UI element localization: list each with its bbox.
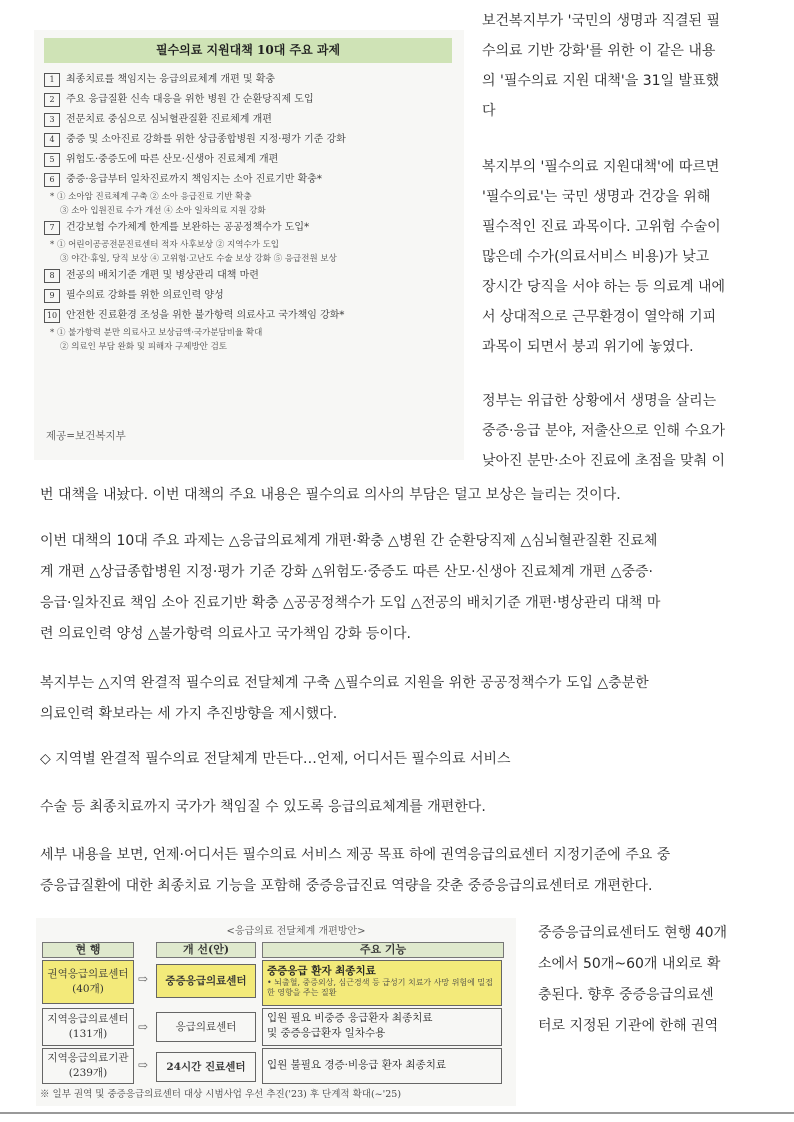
section-heading: ◇ 지역별 완결적 필수의료 전달체계 만든다…언제, 어디서든 필수의료 서비스 bbox=[40, 751, 511, 767]
paragraph-5: 복지부는 △지역 완결적 필수의료 전달체계 구축 △필수의료 지원을 위한 공공정책수가 도입 △충분한 의료인력 확보라는 세 가지 추진방향을 제시했다. bbox=[40, 675, 649, 722]
arrow-icon: ⇨ bbox=[138, 1020, 149, 1034]
arrow-icon: ⇨ bbox=[138, 972, 149, 986]
function-severe: 중증응급 환자 최종치료 • 뇌출혈, 중증외상, 심근경색 등 급성기 치료가 사망 위험에 밀접한 영향을 주는 질환 bbox=[262, 960, 502, 1006]
image-credit: 제공=보건복지부 bbox=[46, 430, 126, 442]
improved-24h-center: 24시간 진료센터 bbox=[156, 1052, 256, 1082]
task-subnote: * ① 소아암 진료체계 구축 ② 소아 응급진료 기반 확충 bbox=[50, 192, 252, 202]
task-item: 9 필수의료 강화를 위한 의료인력 양성 bbox=[44, 286, 462, 306]
page-divider bbox=[0, 1112, 794, 1114]
paragraph-8: 세부 내용을 보면, 언제·어디서든 필수의료 서비스 제공 목표 하에 권역응급의료센터 지정기준에 주요 중 증응급질환에 대한 최종치료 기능을 포함해 중증응급진료 역량을 갖춘 중증응급의료센터로 개편한다. bbox=[40, 847, 671, 894]
paragraph-3-cont: 번 대책을 내놨다. 이번 대책의 주요 내용은 필수의료 의사의 부담은 덜고 보상은 늘리는 것이다. bbox=[40, 487, 621, 503]
paragraph-1: 보건복지부가 '국민의 생명과 직결된 필 수의료 기반 강화'를 위한 이 같은 내용 의 '필수의료 지원 대책'을 31일 발표했 다 bbox=[482, 13, 721, 119]
task-item: 4 중증 및 소아진료 강화를 위한 상급종합병원 지정·평가 기준 강화 bbox=[44, 130, 462, 150]
task-item: 2 주요 응급질환 신속 대응을 위한 병원 간 순환당직제 도입 bbox=[44, 90, 462, 110]
diagram-title: <응급의료 전달체계 개편방안> bbox=[226, 926, 366, 937]
task-item: 6 중증·응급부터 일차진료까지 책임지는 소아 진료기반 확충* bbox=[44, 170, 462, 190]
improved-severe-center: 중증응급의료센터 bbox=[156, 964, 256, 998]
task-item: 1 최종치료를 책임지는 응급의료체계 개편 및 확충 bbox=[44, 70, 462, 90]
function-24h: 입원 불필요 경증·비응급 환자 최종치료 bbox=[262, 1048, 502, 1084]
diagram-note: ※ 일부 권역 및 중증응급의료센터 대상 시범사업 우선 추진('23) 후 단계적 확대(~'25) bbox=[40, 1089, 402, 1100]
paragraph-9: 중증응급의료센터도 현행 40개 소에서 50개~60개 내외로 확 충된다. 향후 중증응급의료센 터로 지정된 기관에 한해 권역 bbox=[538, 925, 728, 1034]
task-item: 8 전공의 배치기준 개편 및 병상관리 대책 마련 bbox=[44, 266, 462, 286]
task-item: 10 안전한 진료환경 조성을 위한 불가항력 의료사고 국가책임 강화* bbox=[44, 306, 462, 326]
task-subnote: * ① 불가항력 분만 의료사고 보상금액·국가분담비율 확대 bbox=[50, 328, 263, 338]
tasks-figure bbox=[34, 30, 464, 460]
improved-emergency-center: 응급의료센터 bbox=[156, 1012, 256, 1042]
task-item: 7 건강보험 수가체계 한계를 보완하는 공공정책수가 도입* bbox=[44, 218, 462, 238]
function-emergency: 입원 필요 비중증 응급환자 최종치료 및 중증응급환자 일차수용 bbox=[262, 1008, 502, 1046]
task-subnote: * ① 어린이공공전문진료센터 적자 사후보상 ② 지역수가 도입 bbox=[50, 240, 280, 250]
header-current: 현 행 bbox=[42, 942, 134, 958]
tasks-title: 필수의료 지원대책 10대 주요 과제 bbox=[44, 38, 452, 63]
header-improved: 개 선(안) bbox=[156, 942, 256, 958]
task-subnote: ③ 소아 입원진료 수가 개선 ④ 소아 일차의료 지원 강화 bbox=[60, 206, 266, 216]
tasks-list bbox=[44, 70, 462, 354]
current-local-institution: 지역응급의료기관 (239개) bbox=[42, 1048, 134, 1084]
task-item: 5 위험도·중증도에 따른 산모·신생아 진료체계 개편 bbox=[44, 150, 462, 170]
arrow-icon: ⇨ bbox=[138, 1058, 149, 1072]
task-item: 3 전문치료 중심으로 심뇌혈관질환 진료체계 개편 bbox=[44, 110, 462, 130]
paragraph-4: 이번 대책의 10대 주요 과제는 △응급의료체계 개편·확충 △병원 간 순환당직제 △심뇌혈관질환 진료체 계 개편 △상급종합병원 지정·평가 기준 강화 △위험도·중증도 따른 산모·신생아 진료체계 개편 △중증· 응급·일차진료 책임 소아 진료기반 확충 △공공정책수가 도입 △전공의 배치기준 개편·병상관리 대책 마 련 의료인력 양성 △불가항력 의료사고 국가책임 강화 등이다. bbox=[40, 533, 661, 642]
paragraph-3: 정부는 위급한 상황에서 생명을 살리는 중증·응급 분야, 저출산으로 인해 수요가 낮아진 분만·소아 진료에 초점을 맞춰 이 bbox=[482, 393, 726, 469]
current-regional-center: 권역응급의료센터 (40개) bbox=[42, 960, 134, 1004]
delivery-system-diagram bbox=[36, 918, 516, 1106]
header-function: 주요 기능 bbox=[262, 942, 504, 958]
paragraph-7: 수술 등 최종치료까지 국가가 책임질 수 있도록 응급의료체계를 개편한다. bbox=[40, 799, 486, 815]
task-subnote: ③ 야간·휴일, 당직 보상 ④ 고위험·고난도 수술 보상 강화 ⑤ 응급전원 보상 bbox=[60, 254, 337, 264]
task-subnote: ② 의료인 부담 완화 및 피해자 구제방안 검토 bbox=[60, 342, 228, 352]
paragraph-2: 복지부의 '필수의료 지원대책'에 따르면 '필수의료'는 국민 생명과 건강을 위해 필수적인 진료 과목이다. 고위험 수술이 많은데 수가(의료서비스 비용)가 낮고 장시간 당직을 서야 하는 등 의료계 내에 서 상대적으로 근무환경이 열악해 기피 과목이 되면서 붕괴 위기에 놓였다. bbox=[482, 159, 726, 355]
current-local-center: 지역응급의료센터 (131개) bbox=[42, 1008, 134, 1046]
